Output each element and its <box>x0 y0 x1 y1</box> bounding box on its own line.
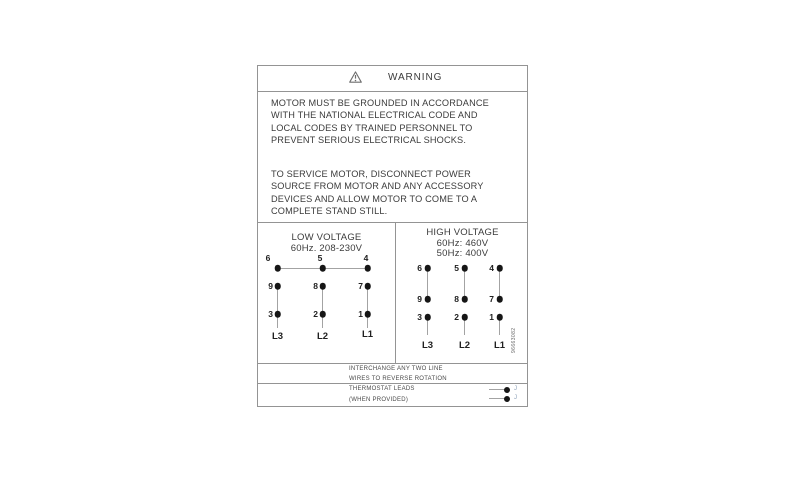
terminal-dot <box>496 314 503 321</box>
hv-line-label: L1 <box>493 340 506 351</box>
high-voltage-rating-50hz: 50Hz: 400V <box>436 248 489 259</box>
rotation-note-line-1: INTERCHANGE ANY TWO LINE <box>349 366 443 372</box>
low-voltage-title: LOW VOLTAGE <box>291 232 362 243</box>
warning-text-line: COMPLETE STAND STILL. <box>271 205 388 216</box>
terminal-dot <box>319 265 326 272</box>
part-number: 96663082 <box>511 327 517 353</box>
lv-terminal-number: 7 <box>358 281 363 291</box>
terminal-dot <box>424 314 431 321</box>
footer-divider-line <box>258 383 527 384</box>
warning-title: WARNING <box>388 72 443 83</box>
terminal-dot <box>461 296 468 303</box>
footer-divider-line <box>258 363 527 364</box>
terminal-dot <box>274 311 281 318</box>
hv-terminal-number: 4 <box>489 263 494 273</box>
warning-text-line: TO SERVICE MOTOR, DISCONNECT POWER <box>271 169 471 179</box>
thermostat-lead-dot <box>504 387 510 393</box>
hv-terminal-number: 7 <box>489 294 494 304</box>
lv-line-label: L2 <box>316 331 329 342</box>
hv-terminal-number: 8 <box>454 294 459 304</box>
terminal-dot <box>364 311 371 318</box>
thermostat-note-line-1: THERMOSTAT LEADS <box>349 385 415 392</box>
warning-paragraph-2 <box>271 168 484 217</box>
rotation-note-line-2: WIRES TO REVERSE ROTATION <box>349 376 447 382</box>
lv-terminal-number: 2 <box>313 309 318 319</box>
warning-text-line: LOCAL CODES BY TRAINED PERSONNEL TO <box>271 122 473 133</box>
warning-text-line: WITH THE NATIONAL ELECTRICAL CODE AND <box>271 110 478 121</box>
lv-terminal-number: 3 <box>268 309 273 319</box>
thermostat-lead-label: J <box>514 386 517 392</box>
hv-terminal-number: 2 <box>454 312 459 322</box>
terminal-dot <box>424 265 431 272</box>
thermostat-note-line-2: (WHEN PROVIDED) <box>349 396 409 403</box>
terminal-dot <box>274 265 281 272</box>
lv-line-label: L1 <box>361 329 374 340</box>
lv-terminal-number: 5 <box>317 253 323 263</box>
lv-terminal-number: 4 <box>363 253 369 263</box>
high-voltage-rating-60hz: 60Hz: 460V <box>436 238 489 249</box>
terminal-dot <box>364 283 371 290</box>
hv-line-label: L2 <box>458 340 471 351</box>
warning-text-line: SOURCE FROM MOTOR AND ANY ACCESSORY <box>271 181 484 192</box>
hv-wire-line <box>464 268 465 299</box>
terminal-dot <box>319 283 326 290</box>
header-divider-line <box>258 91 527 92</box>
warning-text-line: PREVENT SERIOUS ELECTRICAL SHOCKS. <box>271 134 467 145</box>
warning-triangle-icon <box>349 71 362 83</box>
lv-terminal-number: 6 <box>265 253 271 263</box>
terminal-dot <box>461 265 468 272</box>
hv-terminal-number: 6 <box>417 263 422 273</box>
terminal-dot <box>364 265 371 272</box>
lv-wire-line <box>322 286 323 328</box>
warning-text-line: DEVICES AND ALLOW MOTOR TO COME TO A <box>271 193 478 204</box>
motor-wiring-label <box>257 65 528 407</box>
thermostat-lead-label: J <box>514 395 517 401</box>
lv-terminal-number: 9 <box>268 281 273 291</box>
warning-text-line: MOTOR MUST BE GROUNDED IN ACCORDANCE <box>271 98 489 108</box>
hv-wire-line <box>499 268 500 299</box>
warning-paragraph-1 <box>271 97 489 146</box>
hv-terminal-number: 5 <box>454 263 459 273</box>
lv-wire-line <box>277 286 278 328</box>
warning-header <box>258 66 527 91</box>
hv-terminal-number: 9 <box>417 294 422 304</box>
hv-wire-line <box>427 268 428 299</box>
terminal-dot <box>319 311 326 318</box>
lv-wire-line <box>367 286 368 328</box>
low-voltage-rating: 60Hz. 208-230V <box>290 243 363 254</box>
terminal-dot <box>496 265 503 272</box>
lv-terminal-number: 1 <box>358 309 363 319</box>
terminal-dot <box>496 296 503 303</box>
thermostat-lead-dot <box>504 396 510 402</box>
lv-line-label: L3 <box>271 331 284 342</box>
terminal-dot <box>274 283 281 290</box>
hv-terminal-number: 3 <box>417 312 422 322</box>
high-voltage-title: HIGH VOLTAGE <box>426 227 499 238</box>
terminal-dot <box>424 296 431 303</box>
text-voltage-divider-line <box>258 222 527 223</box>
hv-line-label: L3 <box>421 340 434 351</box>
terminal-dot <box>461 314 468 321</box>
lv-terminal-number: 8 <box>313 281 318 291</box>
hv-terminal-number: 1 <box>489 312 494 322</box>
